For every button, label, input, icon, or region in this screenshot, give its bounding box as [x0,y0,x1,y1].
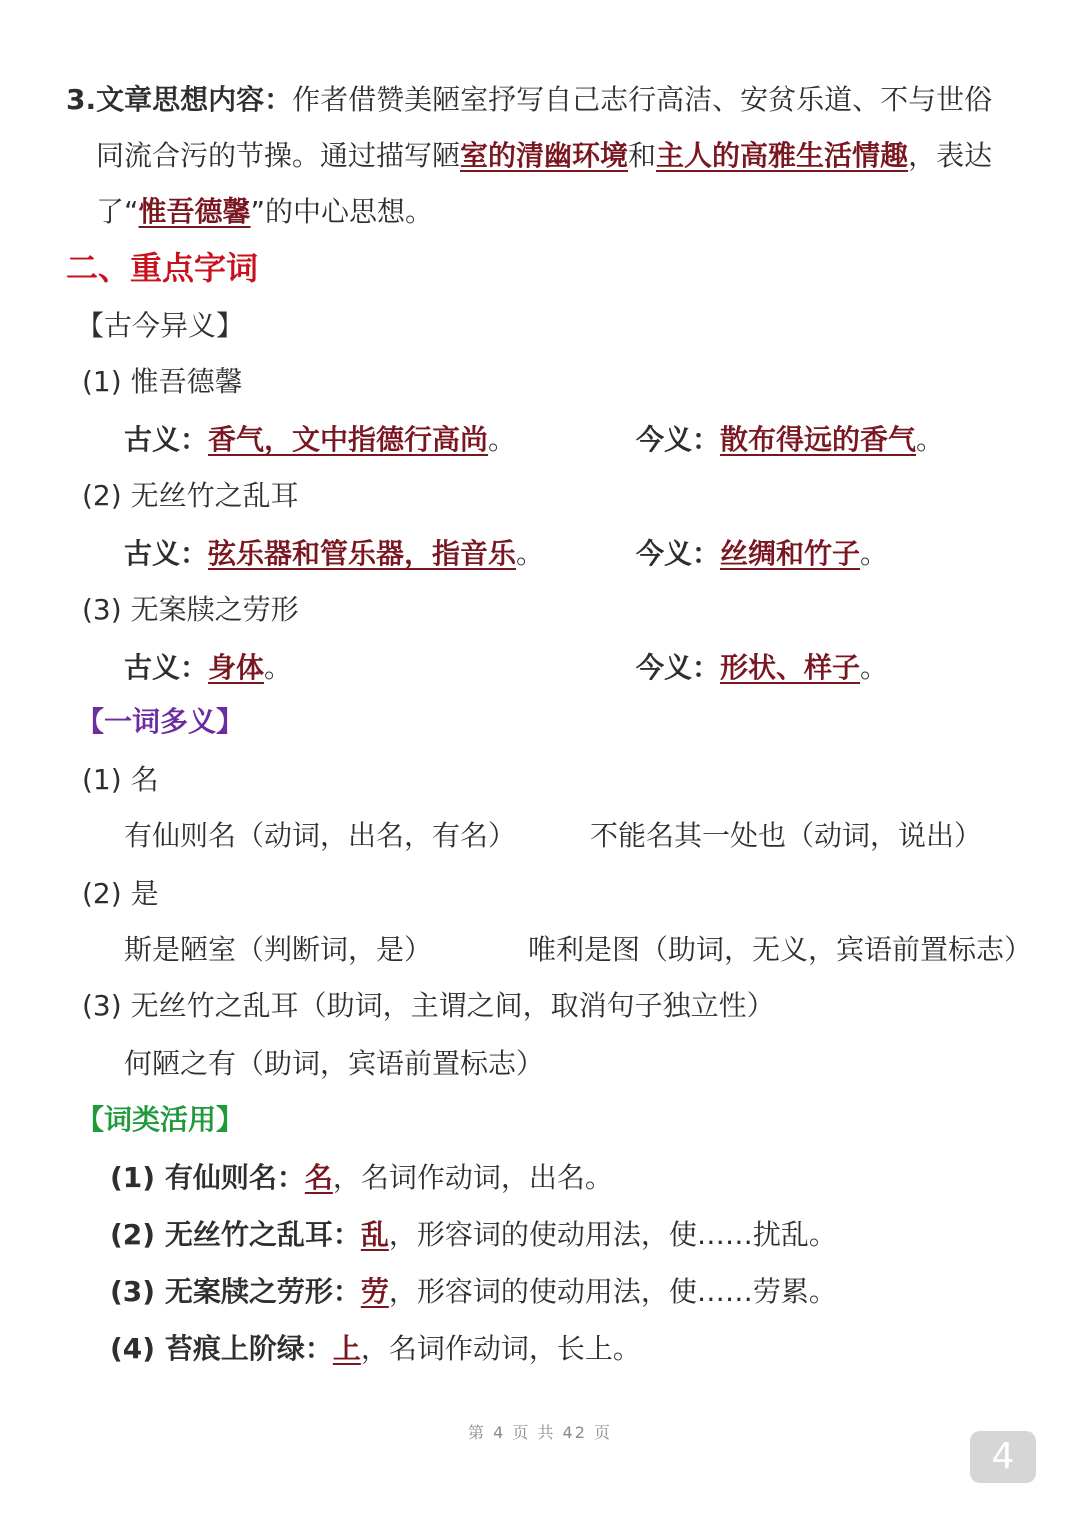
highlight-word: 乱 [360,1218,389,1251]
punct: 。 [488,423,517,456]
highlight-word: 劳 [360,1275,389,1308]
yici-sense-a: 斯是陋室（判断词，是） [124,933,433,966]
yici-sense-b: 唯利是图（助词，无义，宾语前置标志） [528,933,1033,966]
gujin-item-title: (3) 无案牍之劳形 [82,593,299,626]
jin-label: 今义： [636,423,721,456]
cilei-prefix: (4) 苔痕上阶绿： [110,1332,333,1365]
cilei-item [110,1218,837,1251]
yici-item-title: (1) 名 [82,763,159,796]
cilei-item [110,1275,837,1308]
intro-line-3 [96,195,434,228]
cilei-explanation: ，形容词的使动用法，使……劳累。 [388,1275,837,1308]
gujin-jin-meaning [636,423,945,456]
page-footer: 第 4 页 共 42 页 [468,1423,612,1442]
gujin-gu-meaning [124,537,545,570]
cilei-explanation: ，名词作动词，长上。 [360,1332,641,1365]
gu-label: 古义： [124,423,209,456]
gujin-item-title: (2) 无丝竹之乱耳 [82,479,299,512]
gujin-jin-meaning [636,537,889,570]
intro-text: ，表达 [908,139,993,172]
cilei-explanation: ，名词作动词，出名。 [332,1161,613,1194]
cilei-explanation: ，形容词的使动用法，使……扰乱。 [388,1218,837,1251]
cilei-prefix: (1) 有仙则名： [110,1161,305,1194]
highlight-phrase: 室的清幽环境 [460,139,629,172]
yici-item-title: (2) 是 [82,877,159,910]
cilei-item [110,1161,613,1194]
punct: 。 [516,537,545,570]
highlight-word: 名 [304,1161,333,1194]
gu-label: 古义： [124,537,209,570]
yici-sense-a: 有仙则名（动词，出名，有名） [124,819,517,852]
gu-label: 古义： [124,651,209,684]
highlight-phrase: 香气，文中指德行高尚 [208,423,489,456]
gujin-item-title: (1) 惟吾德馨 [82,365,243,398]
gujin-gu-meaning [124,423,517,456]
highlight-phrase: 身体 [208,651,265,684]
yici-header: 【一词多义】 [76,705,245,738]
intro-line-1 [66,83,993,116]
intro-line-2 [96,139,993,172]
highlight-word: 上 [332,1332,361,1365]
cilei-header: 【词类活用】 [76,1103,245,1136]
cilei-item [110,1332,641,1365]
intro-text: ”的中心思想。 [250,195,434,228]
intro-label: 3.文章思想内容： [66,83,293,116]
punct: 。 [860,537,889,570]
gujin-header: 【古今异义】 [76,309,245,342]
highlight-phrase: 主人的高雅生活情趣 [656,139,909,172]
jin-label: 今义： [636,651,721,684]
highlight-phrase: 惟吾德馨 [138,195,251,228]
yici-sense-b: 不能名其一处也（动词，说出） [590,819,983,852]
intro-text: 同流合污的节操。通过描写陋 [96,139,461,172]
intro-text: 和 [628,139,657,172]
punct: 。 [916,423,945,456]
cilei-prefix: (2) 无丝竹之乱耳： [110,1218,361,1251]
cilei-prefix: (3) 无案牍之劳形： [110,1275,361,1308]
page-number-badge: 4 [970,1431,1036,1483]
section-title: 二、重点字词 [66,249,259,287]
highlight-phrase: 形状、样子 [720,651,861,684]
yici-item-title: (3) 无丝竹之乱耳（助词，主谓之间，取消句子独立性） [82,989,775,1022]
highlight-phrase: 丝绸和竹子 [720,537,861,570]
intro-text: 了“ [96,195,139,228]
gujin-jin-meaning [636,651,889,684]
highlight-phrase: 散布得远的香气 [720,423,917,456]
yici-sense-a: 何陋之有（助词，宾语前置标志） [124,1047,545,1080]
highlight-phrase: 弦乐器和管乐器，指音乐 [208,537,517,570]
punct: 。 [264,651,293,684]
intro-text: 作者借赞美陋室抒写自己志行高洁、安贫乐道、不与世俗 [292,83,993,116]
punct: 。 [860,651,889,684]
jin-label: 今义： [636,537,721,570]
gujin-gu-meaning [124,651,293,684]
